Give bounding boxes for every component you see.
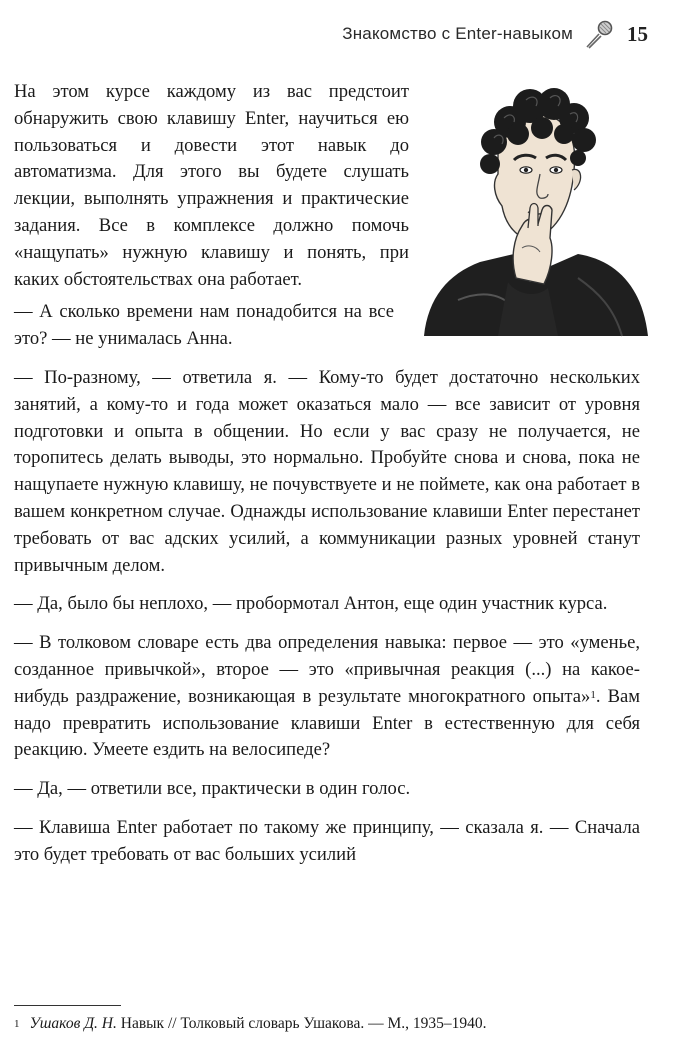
paragraph-2: — А сколько времени нам понадобится на все это? — не унималась Анна. [14,301,394,350]
microphone-icon [583,18,617,50]
chapter-title: Знакомство с Enter-навыком [342,24,573,43]
running-header [342,18,648,50]
paragraph-5-text: — В толковом словаре есть два определения навыка: первое — это «уменье, созданное привычкой», второе — это «привычная реакция (...) на какое-нибудь раздражение, возникающая в результате многократного опыта» [14,632,640,707]
paragraph-3: — По-разному, — ответила я. — Кому-то будет достаточно нескольких занятий, а кому-то и года может оказаться мало — все зависит от уровня подготовки и опыта в общении. Но если у вас сразу не получается, не торопитесь делать выводы, это нормально. Пробуйте снова и снова, пока не нащупаете нужную клавишу, не почувствуете и не поймете, как она работает в вашем конкретном случае. Однажды использование клавиши Enter перестанет требовать от вас адских усилий, а коммуникации разных уровней станут привычным делом. [14,366,640,576]
footnote-number: 1 [14,1018,20,1030]
paragraph-5-continuation: Вам надо превратить использование клавиши Enter в естественную для себя реакцию. Умеете ездить на велосипеде? [14,685,640,761]
footnote-reference[interactable]: 1 [590,688,596,701]
paragraph-5: — В толковом словаре есть два определения навыка: первое — это «уменье, созданное привычкой», второе — это «привычная реакция (...) на какое-нибудь раздражение, возникающая в результате многократного опыта»$^1$. Вам надо превратить использование клавиши Enter в естественную для себя реакцию. Умеете ездить на велосипеде? [14,632,640,761]
footnote-author: Ушаков Д. Н. [29,1015,117,1032]
paragraph-7: — Клавиша Enter работает по такому же принципу, — сказала я. — Сначала это будет требовать от вас больших усилий [14,816,640,865]
paragraph-1: На этом курсе каждому из вас предстоит обнаружить свою клавишу Enter, научиться ею пользоваться и довести этот навык до автоматизма. Для этого вы будете слушать лекции, выполнять упражнения и практические задания. Все в комплексе должно помочь «нащупать» нужную клавишу и понять, при каких обстоятельствах она работает. [14,81,409,290]
footnote-text: Навык // Толковый словарь Ушакова. — М., 1935–1940. [120,1015,487,1032]
page-number: 15 [627,21,648,46]
paragraph-6: — Да, — ответили все, практически в один голос. [14,778,411,800]
body-text [14,79,640,881]
paragraph-4: — Да, было бы неплохо, — пробормотал Антон, еще один участник курса. [14,593,608,615]
footnote-divider [14,1005,121,1006]
footnote [14,1014,640,1034]
